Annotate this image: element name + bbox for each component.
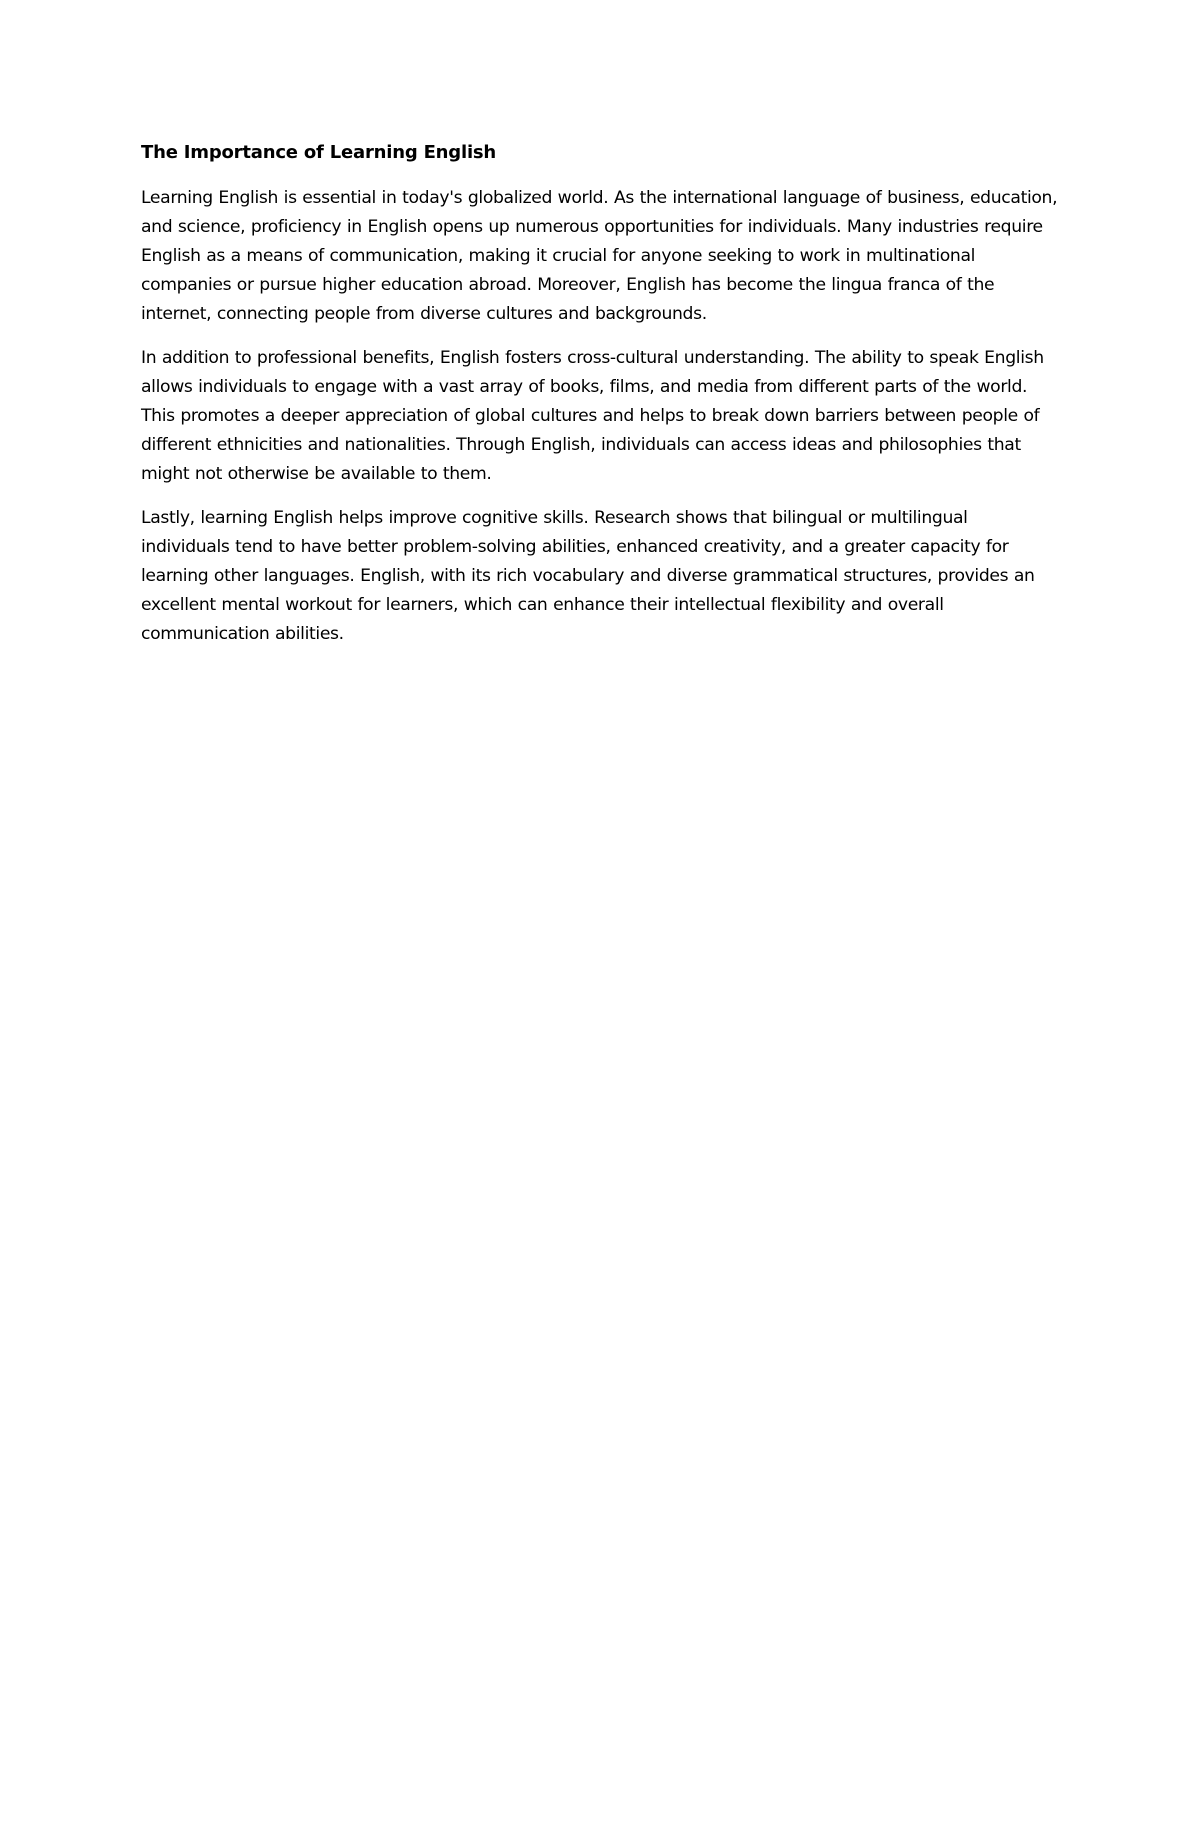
paragraph-3: Lastly, learning English helps improve cognitive skills. Research shows that bilingual or multilingual individuals tend to have better problem-solving abilities, enhanced creativity, and a greater capacity for learning other languages. English, with its rich vocabulary and diverse grammatical structures, provides an excellent mental workout for learners, which can enhance their intellectual flexibility and overall communication abilities. bbox=[141, 508, 1035, 644]
paragraph-1: Learning English is essential in today's globalized world. As the international language of business, education, and science, proficiency in English opens up numerous opportunities for individuals. Many industries require English as a means of communication, making it crucial for anyone seeking to work in multinational companies or pursue higher education abroad. Moreover, English has become the lingua franca of the internet, connecting people from diverse cultures and backgrounds. bbox=[141, 188, 1058, 324]
paragraph-2: In addition to professional benefits, English fosters cross-cultural understanding. The ability to speak English allows individuals to engage with a vast array of books, films, and media from different parts of the world. This promotes a deeper appreciation of global cultures and helps to break down barriers between people of different ethnicities and nationalities. Through English, individuals can access ideas and philosophies that might not otherwise be available to them. bbox=[141, 348, 1044, 484]
document-body bbox=[141, 140, 1061, 664]
document-title: The Importance of Learning English bbox=[141, 142, 497, 163]
